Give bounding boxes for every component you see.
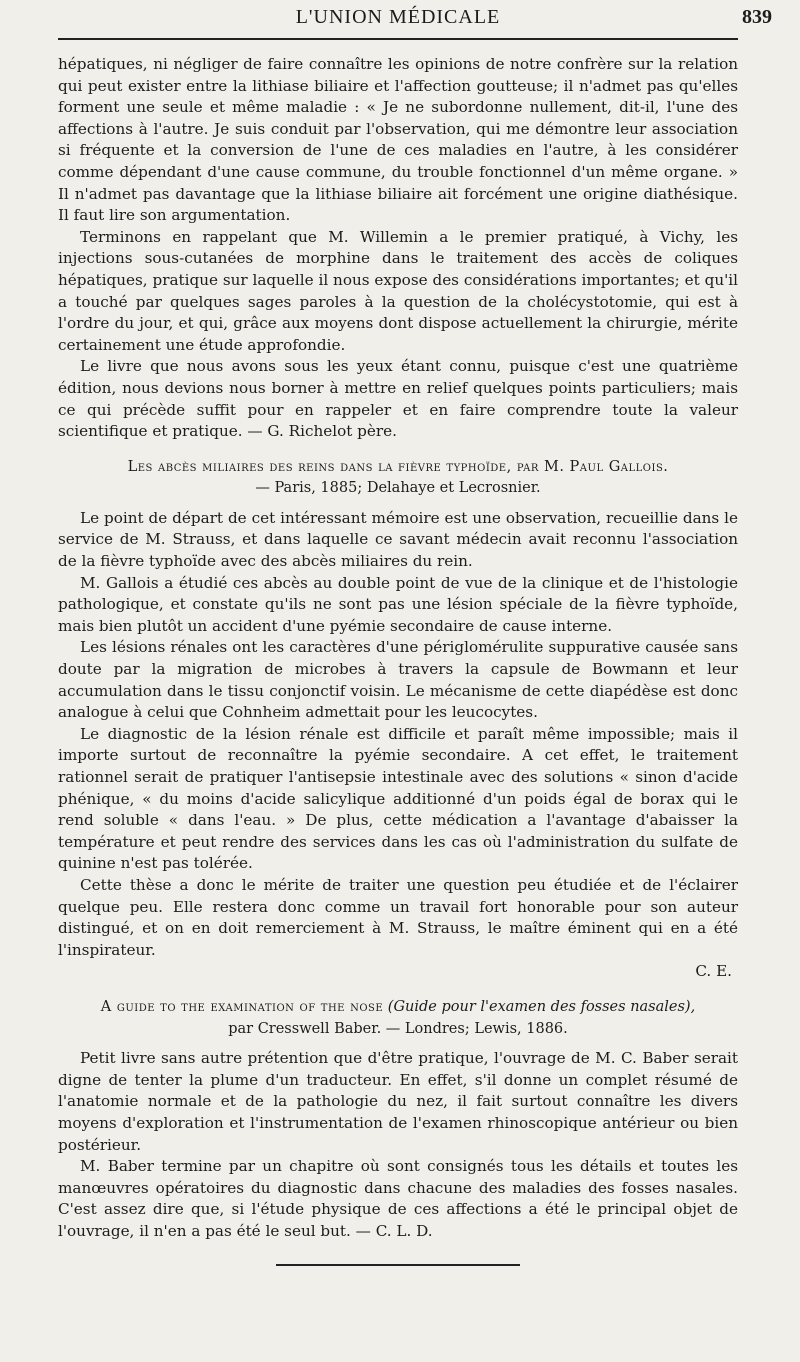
- review-willemin-continued: [58, 54, 738, 443]
- paragraph: Le diagnostic de la lésion rénale est difficile et paraît même impossible; mais il importe surtout de reconnaître la pyémie secondaire. A cet effet, le traitement rationnel serait de pratiquer l'antisepsie intestinale avec des solutions « sinon d'acide phénique, « du moins d'acide salicylique additionné d'un poids égal de borax qui le rend soluble « dans l'eau. » De plus, cette médication a l'avantage d'abaisser la température et peut rendre des services dans les cas où l'administration du sulfate de quinine n'est pas tolérée.: [58, 724, 738, 873]
- paragraph: Le livre que nous avons sous les yeux étant connu, puisque c'est une quatrième édition, nous devions nous borner à mettre en relief quelques points particuliers; mais ce qui précède suffit pour en rappeler et en faire comprendre toute la valeur scientifique et pratique. — G. Richelot père.: [58, 357, 738, 441]
- review-heading-title: [58, 997, 738, 1019]
- paragraph: Petit livre sans autre prétention que d'être pratique, l'ouvrage de M. C. Baber serait digne de tenter la plume d'un traducteur. En effet, s'il donne un complet résumé de l'anatomie normale et de la pathologie du nez, il fait surtout connaître les divers moyens d'exploration et l'instrumentation de l'examen rhinoscopique antérieur ou bien postérieur.: [58, 1049, 738, 1154]
- review-heading: [58, 997, 738, 1040]
- review-signature: C. E.: [695, 962, 732, 981]
- review-heading-author: par Cresswell Baber. — Londres; Lewis, 1886.: [228, 1020, 568, 1037]
- paragraph: Le point de départ de cet intéressant mémoire est une observation, recueillie dans le service de M. Strauss, et dans laquelle ce savant médecin avait reconnu l'association de la fièvre typhoïde avec des abcès miliaires du rein.: [58, 508, 738, 571]
- review-heading: [58, 457, 738, 500]
- closing-rule: [276, 1264, 520, 1266]
- review-heading-title-english: A guide to the examination of the nose: [100, 998, 384, 1015]
- paragraph: M. Baber termine par un chapitre où sont consignés tous les détails et toutes les manœuvres opératoires du diagnostic dans chacune des maladies des fosses nasales. C'est assez dire que, si l'étude physique de ces affections a été le principal objet de l'ouvrage, il n'en a pas été le seul but. — C. L. D.: [58, 1157, 738, 1240]
- review-baber: [58, 997, 738, 1243]
- review-heading-publisher: — Paris, 1885; Delahaye et Lecrosnier.: [255, 480, 541, 497]
- page-number: 839: [742, 6, 772, 28]
- paragraph: Les lésions rénales ont les caractères d'une périglomérulite suppurative causée sans doute par la migration de microbes à travers la capsule de Bowmann et leur accumulation dans le tissu conjonctif voisin. Le mécanisme de cette diapédèse est donc analogue à celui que Cohnheim admettait pour les leucocytes.: [58, 638, 738, 722]
- paragraph: Cette thèse a donc le mérite de traiter une question peu étudiée et de l'éclairer quelque peu. Elle restera donc comme un travail fort honorable pour son auteur distingué, et on en doit remerciement à M. Strauss, le maître éminent qui en a été l'inspirateur.: [58, 875, 738, 959]
- running-head: [58, 0, 772, 40]
- review-heading-title: Les abcès miliaires des reins dans la fièvre typhoïde, par M. Paul Gallois.: [127, 458, 669, 475]
- journal-title: L'UNION MÉDICALE: [295, 6, 501, 28]
- review-gallois: [58, 457, 738, 983]
- paragraph: Terminons en rappelant que M. Willemin a le premier pratiqué, à Vichy, les injections sous-cutanées de morphine dans le traitement des accès de coliques hépatiques, pratique sur laquelle il nous expose des considérations importantes; et qu'il a touché par quelques sages paroles à la question de la cholécystotomie, qui est à l'ordre du jour, et qui, grâce aux moyens dont dispose actuellement la chirurgie, mérite certainement une étude approfondie.: [58, 227, 738, 354]
- paragraph: M. Gallois a étudié ces abcès au double point de vue de la clinique et de l'histologie pathologique, et constate qu'ils ne sont pas une lésion spéciale de la fièvre typhoïde, mais bien plutôt un accident d'une pyémie secondaire de cause interne.: [58, 573, 738, 635]
- paragraph: hépatiques, ni négliger de faire connaître les opinions de notre confrère sur la relation qui peut exister entre la lithiase biliaire et l'affection goutteuse; il n'admet pas qu'elles forment une seule et même maladie : « Je ne subordonne nullement, dit-il, l'une des affections à l'autre. Je suis conduit par l'observation, qui me démontre leur association si fréquente et la conversion de l'une de ces maladies en l'autre, à les considérer comme dépendant d'une cause commune, du trouble fonctionnel d'un même organe. » Il n'admet pas davantage que la lithiase biliaire ait forcément une origine diathésique. Il faut lire son argumentation.: [58, 55, 738, 225]
- review-heading-title-french: (Guide pour l'examen des fosses nasales),: [387, 998, 696, 1015]
